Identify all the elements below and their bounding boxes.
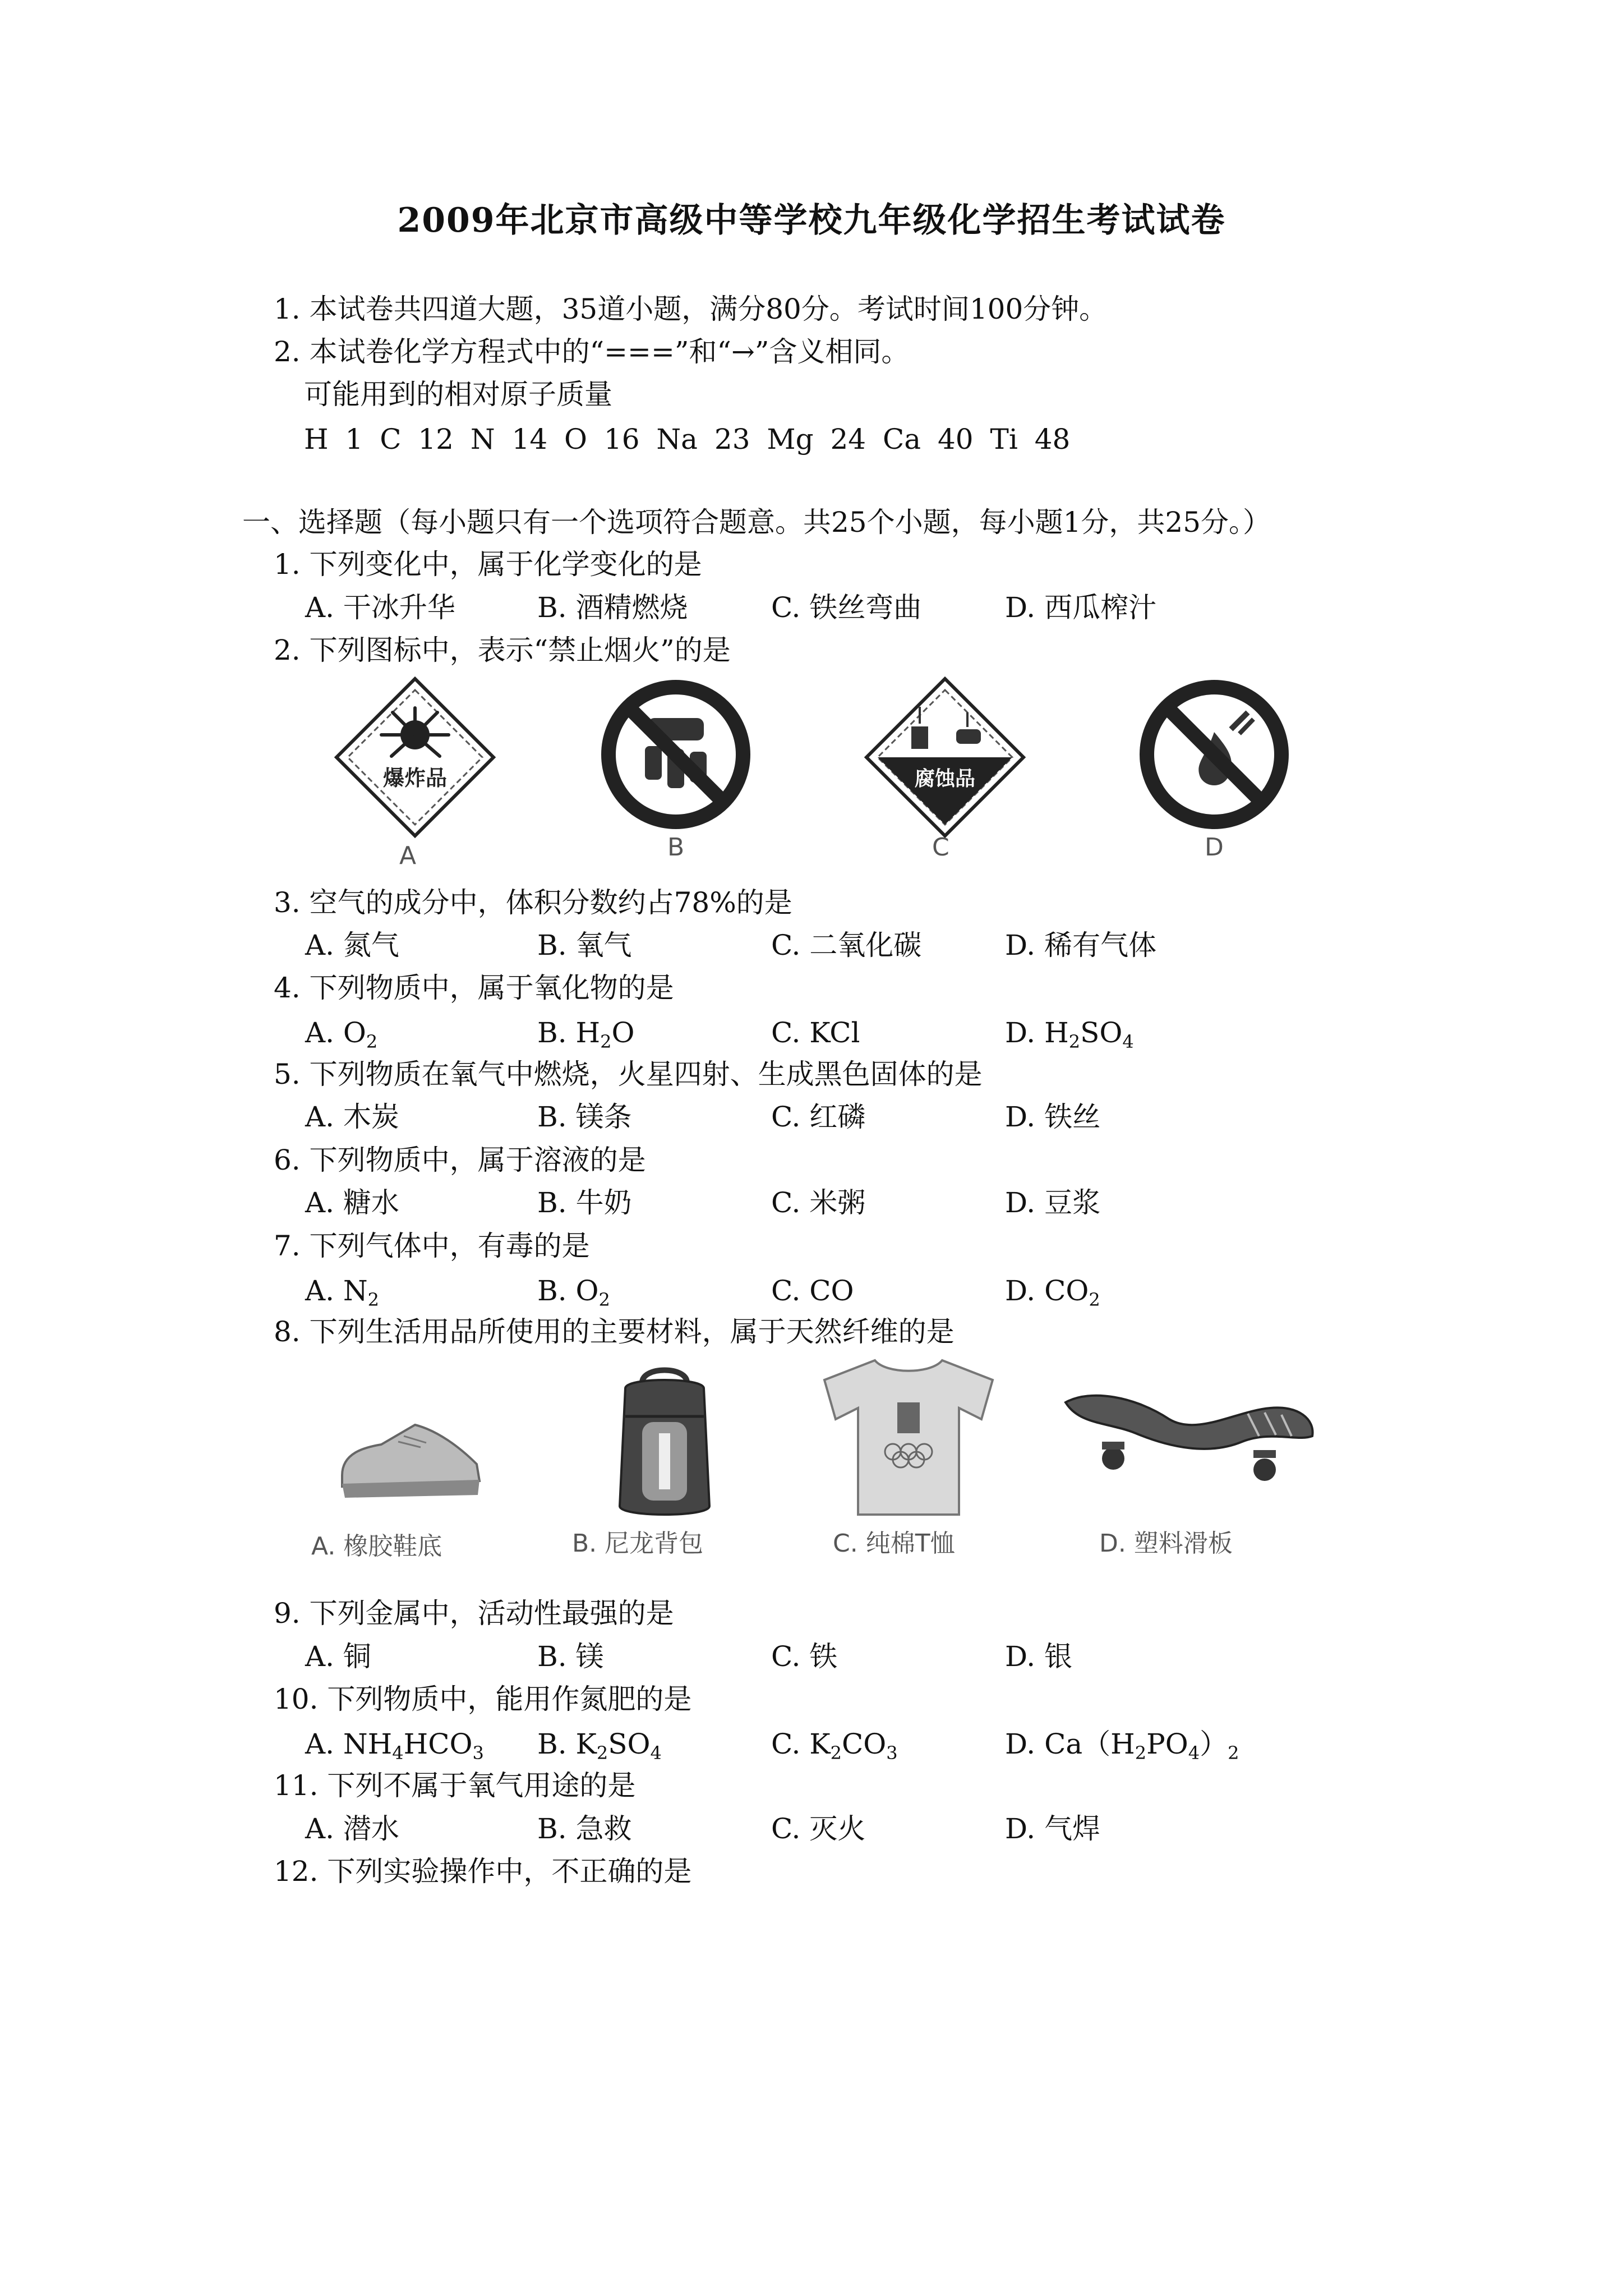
q3-option-d: D. 稀有气体 <box>1005 929 1157 961</box>
q1-option-a: A. 干冰升华 <box>305 591 455 624</box>
q11-option-c: C. 灭火 <box>771 1812 866 1845</box>
mass-heading: 可能用到的相对原子质量 <box>304 378 612 411</box>
q8-label-a: A. 橡胶鞋底 <box>311 1532 442 1561</box>
q5-option-c: C. 红磷 <box>771 1101 866 1133</box>
rubber-shoe-icon <box>331 1414 488 1503</box>
q7-option-b: B. $O_2$ <box>537 1274 610 1310</box>
q9-option-a: A. 铜 <box>305 1640 371 1673</box>
no-smoking-fire-sign-icon <box>600 679 751 830</box>
q9-option-d: D. 银 <box>1005 1640 1073 1673</box>
q4-option-d: D. $H_2SO_4$ <box>1005 1016 1134 1052</box>
q9-option-b: B. 镁 <box>537 1640 604 1673</box>
note-2: 2. 本试卷化学方程式中的“===”和“→”含义相同。 <box>274 335 910 368</box>
nylon-backpack-icon <box>603 1355 726 1523</box>
plastic-skateboard-icon <box>1057 1380 1321 1492</box>
question-3: 3. 空气的成分中，体积分数约占78%的是 <box>274 886 792 919</box>
q3-option-c: C. 二氧化碳 <box>771 929 922 961</box>
q11-option-a: A. 潜水 <box>305 1812 399 1845</box>
q1-option-d: D. 西瓜榨汁 <box>1005 591 1157 624</box>
q1-option-b: B. 酒精燃烧 <box>537 591 688 624</box>
q6-option-c: C. 米粥 <box>771 1186 866 1219</box>
q10-option-d: D. $Ca(H_2PO_4)_2$ <box>1005 1728 1239 1764</box>
q7-option-a: A. $N_2$ <box>305 1274 380 1310</box>
sign-c-text: 腐蚀品 <box>914 767 976 790</box>
page-title: 2009年北京市高级中等学校九年级化学招生考试试卷 <box>397 201 1226 240</box>
sign-a-text: 爆炸品 <box>382 766 448 790</box>
q4-option-c: C. KCl <box>771 1016 860 1049</box>
q6-option-d: D. 豆浆 <box>1005 1186 1101 1219</box>
no-open-flame-sign-icon <box>1138 679 1290 830</box>
q2-label-d: D <box>1205 833 1224 862</box>
cotton-tshirt-icon <box>813 1352 1004 1520</box>
q5-option-a: A. 木炭 <box>305 1101 399 1133</box>
q9-option-c: C. 铁 <box>771 1640 838 1673</box>
section-heading: 一、选择题（每小题只有一个选项符合题意。共25个小题，每小题1分，共25分。） <box>242 506 1271 539</box>
explosive-sign-icon <box>325 673 505 858</box>
question-12: 12. 下列实验操作中，不正确的是 <box>274 1855 692 1888</box>
q2-label-b: B <box>667 833 685 862</box>
q10-option-c: C. $K_2CO_3$ <box>771 1728 898 1764</box>
q10-option-b: B. $K_2SO_4$ <box>537 1728 662 1764</box>
q11-option-d: D. 气焊 <box>1005 1812 1101 1845</box>
q6-option-b: B. 牛奶 <box>537 1186 632 1219</box>
question-9: 9. 下列金属中，活动性最强的是 <box>274 1597 674 1630</box>
q4-option-b: B. $H_2O$ <box>537 1016 635 1052</box>
atomic-masses: H 1 C 12 N 14 O 16 Na 23 Mg 24 Ca 40 Ti 48 <box>304 423 1071 455</box>
question-1: 1. 下列变化中，属于化学变化的是 <box>274 548 702 581</box>
q5-option-b: B. 镁条 <box>537 1101 632 1133</box>
q7-option-c: C. CO <box>771 1274 854 1307</box>
q1-option-c: C. 铁丝弯曲 <box>771 591 922 624</box>
question-2: 2. 下列图标中，表示“禁止烟火”的是 <box>274 634 731 666</box>
q5-option-d: D. 铁丝 <box>1005 1101 1101 1133</box>
question-5: 5. 下列物质在氧气中燃烧，火星四射、生成黑色固体的是 <box>274 1058 983 1091</box>
q11-option-b: B. 急救 <box>537 1812 632 1845</box>
q4-option-a: A. $O_2$ <box>305 1016 378 1052</box>
q6-option-a: A. 糖水 <box>305 1186 399 1219</box>
corrosive-sign-icon <box>855 673 1035 858</box>
question-4: 4. 下列物质中，属于氧化物的是 <box>274 972 674 1004</box>
question-7: 7. 下列气体中，有毒的是 <box>274 1230 590 1262</box>
question-6: 6. 下列物质中，属于溶液的是 <box>274 1144 646 1176</box>
q8-label-d: D. 塑料滑板 <box>1099 1529 1233 1558</box>
q10-option-a: A. $NH_4HCO_3$ <box>305 1728 484 1764</box>
q2-label-c: C <box>932 833 949 862</box>
q7-option-d: D. $CO_2$ <box>1005 1274 1100 1310</box>
q3-option-a: A. 氮气 <box>305 929 399 961</box>
note-1: 1. 本试卷共四道大题，35道小题，满分80分。考试时间100分钟。 <box>274 293 1108 325</box>
question-10: 10. 下列物质中，能用作氮肥的是 <box>274 1683 692 1715</box>
question-11: 11. 下列不属于氧气用途的是 <box>274 1769 636 1802</box>
question-8: 8. 下列生活用品所使用的主要材料，属于天然纤维的是 <box>274 1315 955 1348</box>
q8-label-c: C. 纯棉T恤 <box>833 1529 955 1558</box>
q8-label-b: B. 尼龙背包 <box>572 1529 704 1558</box>
q3-option-b: B. 氧气 <box>537 929 632 961</box>
q2-label-a: A <box>399 841 417 870</box>
